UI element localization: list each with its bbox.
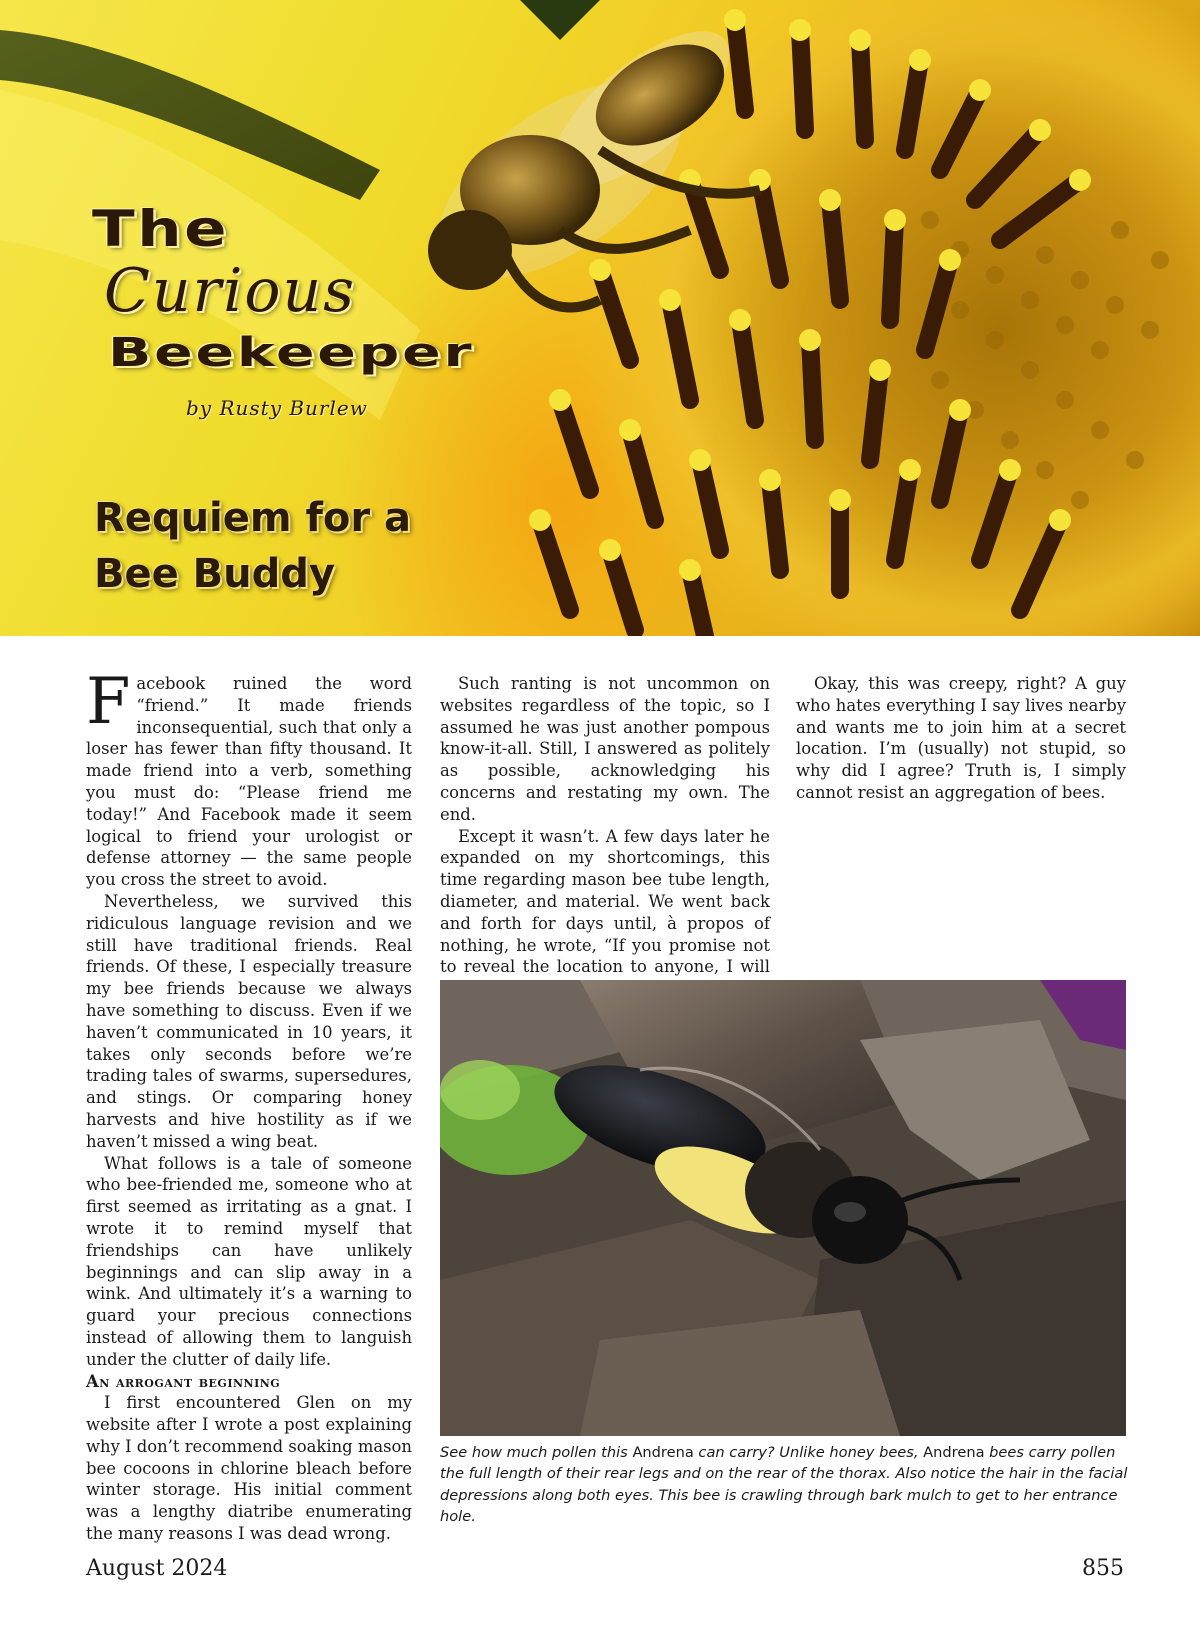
caption-text-3: bees carry pollen the full length of their rear legs and on the rear of the thorax. Also notice the hair in the facial depressions along both eyes. This bee is crawling through bark mulch to get to her entrance hole.	[440, 1444, 1128, 1526]
section-subhead: An arrogant beginning	[86, 1371, 281, 1391]
caption-text-2: can carry? Unlike honey bees,	[693, 1444, 924, 1461]
caption-text-1: See how much pollen this	[440, 1444, 633, 1461]
paragraph-6: Except it wasn’t. A few days later he expanded on my shortcomings, this time regarding mason bee tube length, diameter, and material. We went back and forth for days until, à propos of nothing, he wrote, “If you promise not to reveal the location to anyone, I will	[440, 826, 770, 977]
drop-cap: F	[86, 665, 131, 739]
andrena-bee-illustration	[440, 980, 1126, 1436]
article-column-1	[86, 665, 412, 1545]
caption-genus-1: Andrena	[632, 1444, 694, 1461]
series-title-the: The	[92, 200, 230, 258]
paragraph-5: Such ranting is not uncommon on websites regardless of the topic, so I assumed he was just another pompous know-it-all. Still, I answered as politely as possible, acknowledging his concerns and restating my own. The end.	[440, 674, 770, 824]
series-title-curious: Curious	[104, 256, 356, 326]
paragraph-3: What follows is a tale of someone who bee-friended me, someone who at first seemed as irritating as a gnat. I wrote it to remind myself that friendships can have unlikely beginnings and can slip away in a wink. And ultimately it’s a warning to guard your precious connections instead of allowing them to languish under the clutter of daily life.	[86, 1153, 412, 1369]
paragraph-4: I first encountered Glen on my website after I wrote a post explaining why I don’t recommend soaking mason bee cocoons in chlorine bleach before winter storage. His initial comment was a lengthy diatribe enumerating the many reasons I was dead wrong.	[86, 1393, 412, 1544]
headline-line-2: Bee Buddy	[94, 551, 335, 597]
series-title-beekeeper: Beekeeper	[108, 330, 475, 376]
byline: by Rusty Burlew	[186, 396, 368, 420]
paragraph-1-text: acebook ruined the word “friend.” It made friends inconsequential, such that only a loser has fewer than fifty thousand. It made friend into a verb, something you must do: “Please friend me today!” And Facebook made it seem logical to friend your urologist or defense attorney — the same people you cross the street to avoid.	[86, 674, 412, 890]
paragraph-2: Nevertheless, we survived this ridiculous language revision and we still have traditional friends. Real friends. Of these, I especially treasure my bee friends because we always have something to discuss. Even if we haven’t communicated in 10 years, it takes only seconds before we’re trading tales of swarms, supersedures, and stings. Or comparing honey harvests and hive hostility as if we haven’t missed a wing beat.	[86, 891, 412, 1151]
headline-line-1: Requiem for a	[94, 495, 412, 541]
article-headline	[94, 490, 411, 602]
page-number: 855	[1082, 1556, 1124, 1581]
article-column-3	[796, 673, 1126, 804]
andrena-bee-photo	[440, 980, 1126, 1436]
issue-date: August 2024	[86, 1556, 228, 1581]
caption-genus-2: Andrena	[923, 1444, 985, 1461]
hero-image	[0, 0, 1200, 636]
paragraph-1	[86, 665, 412, 891]
photo-caption	[440, 1442, 1130, 1528]
paragraph-7: Okay, this was creepy, right? A guy who hates everything I say lives nearby and wants me to join him at a secret location. I’m (usually) not stupid, so why did I agree? Truth is, I simply cannot resist an aggregation of bees.	[796, 674, 1126, 802]
